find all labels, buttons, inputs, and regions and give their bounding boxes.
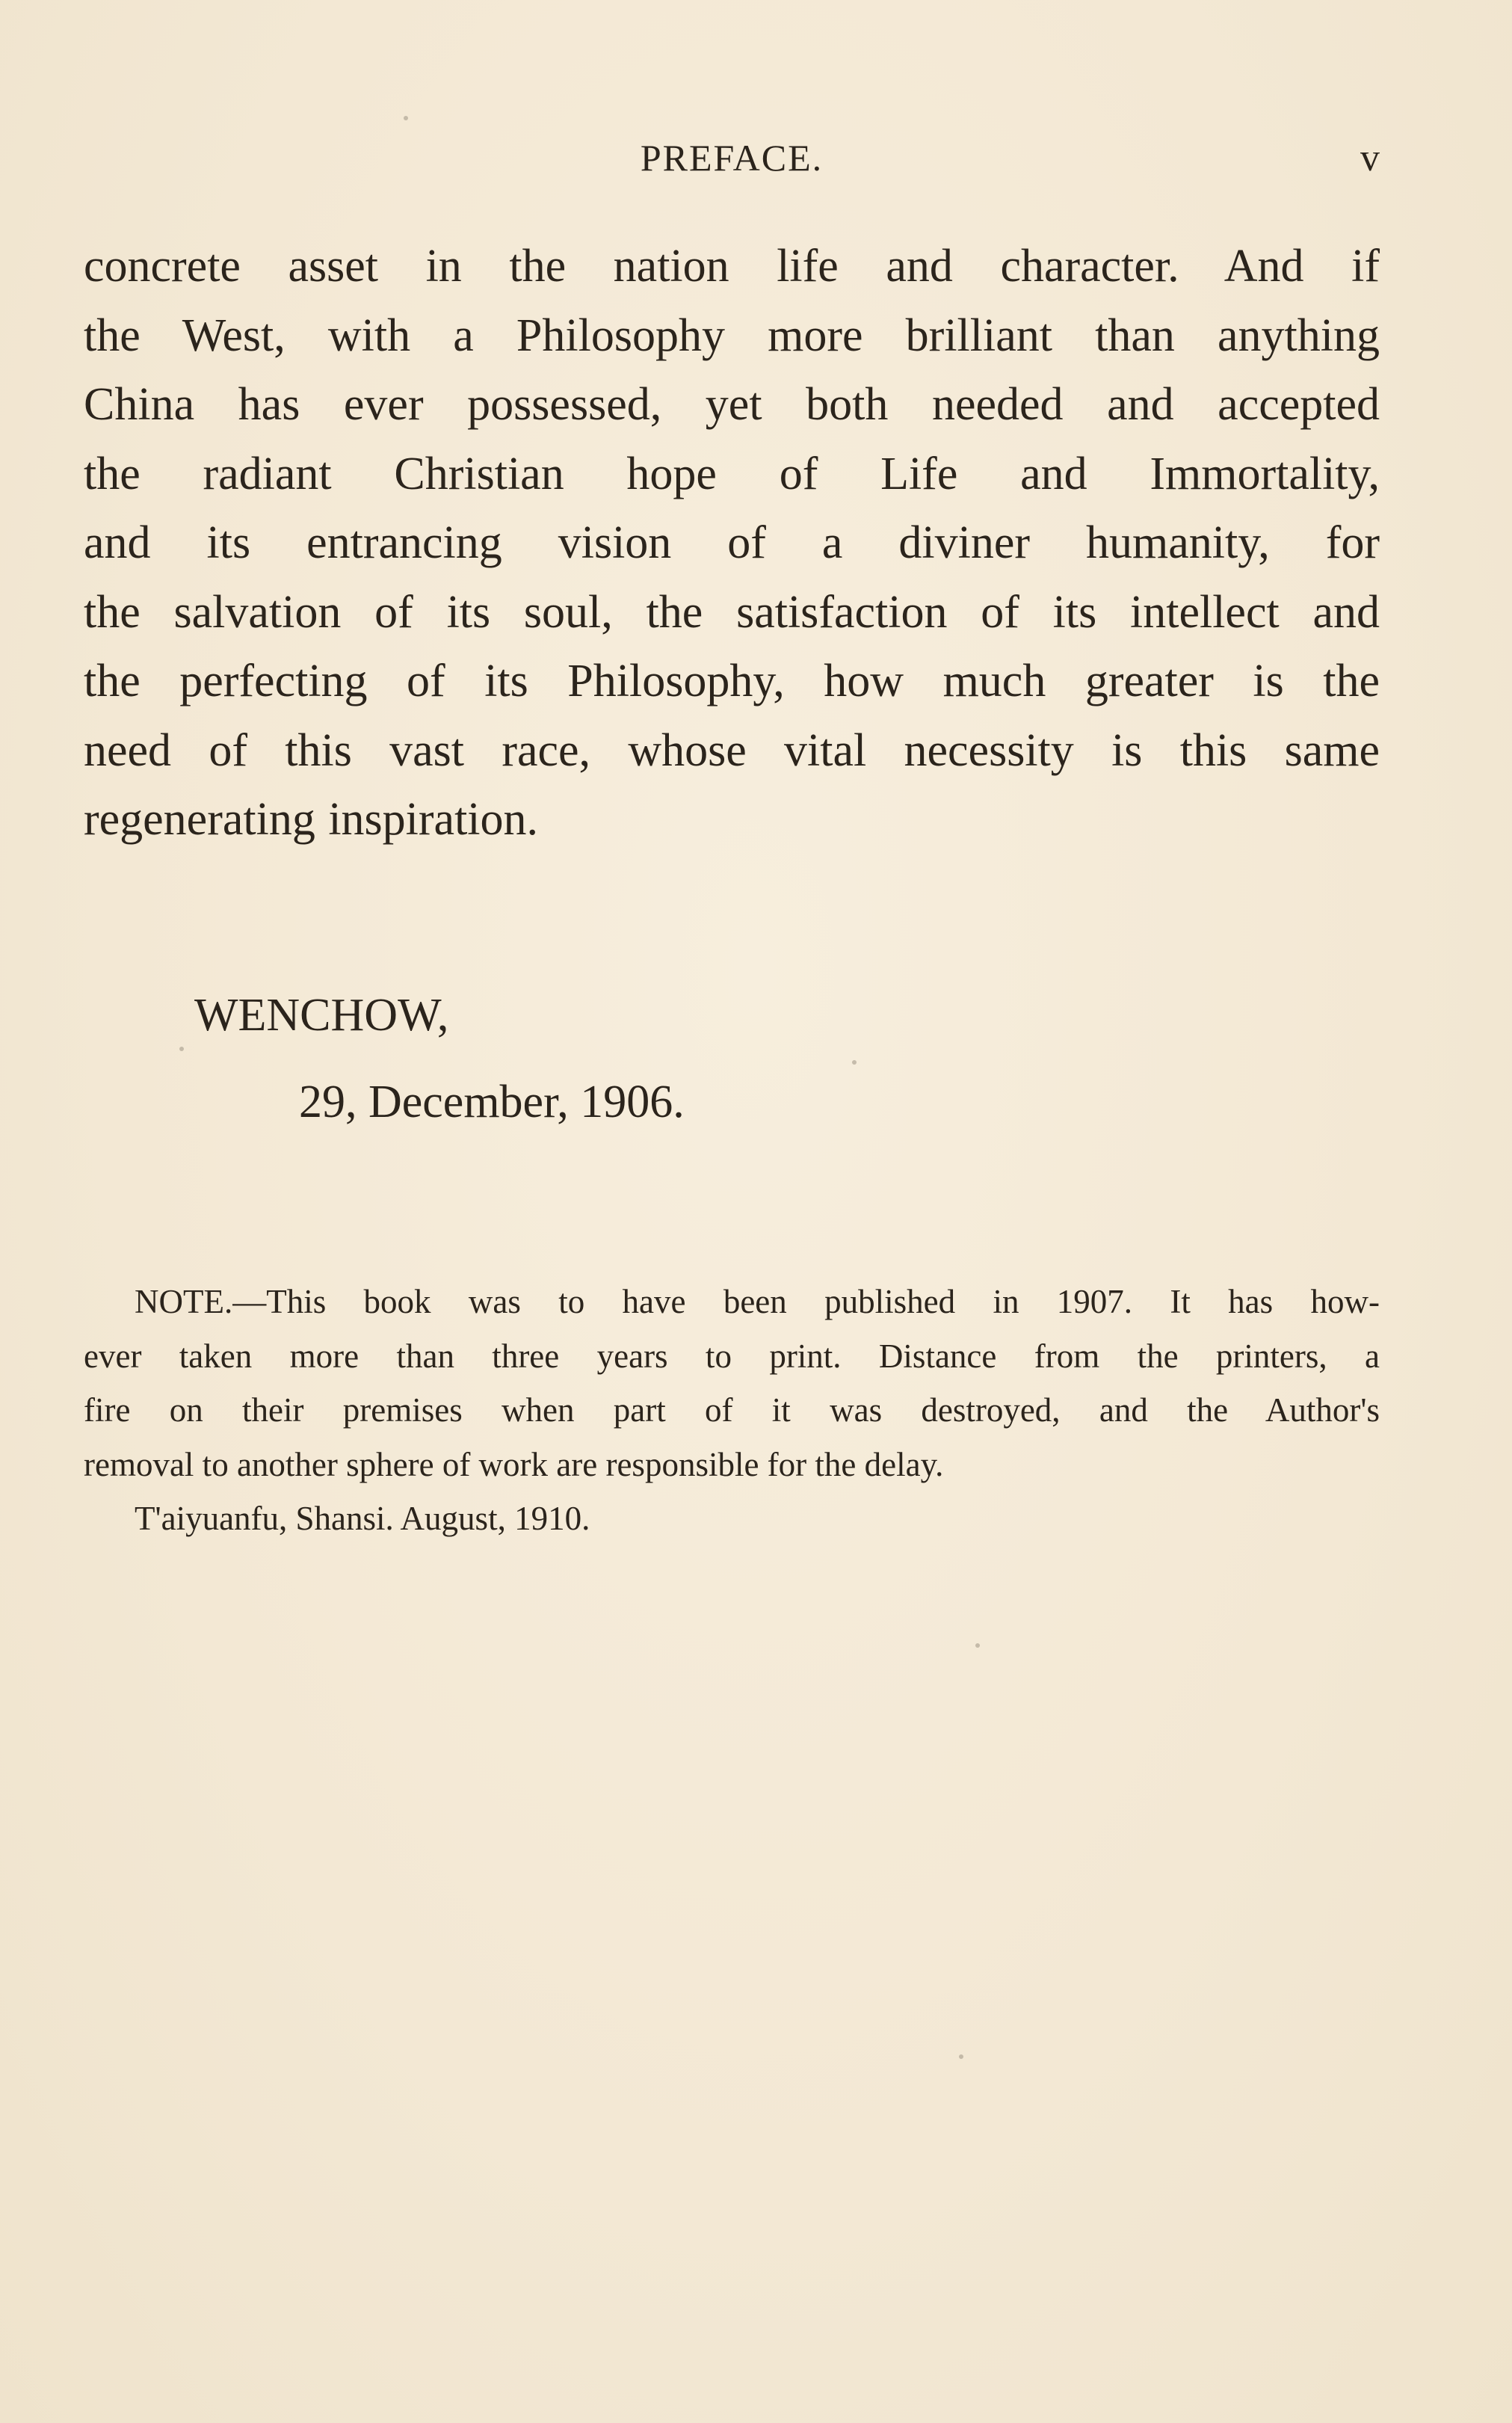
paper-speck xyxy=(179,1047,184,1051)
body-line: the perfecting of its Philosophy, how much greater is the xyxy=(84,656,1380,706)
body-line: concrete asset in the nation life and character. And if xyxy=(84,241,1380,292)
paper-speck xyxy=(404,116,408,120)
paper-speck xyxy=(975,1643,980,1648)
body-line: the West, with a Philosophy more brilliant than anything xyxy=(84,310,1380,361)
body-line: and its entrancing vision of a diviner humanity, for xyxy=(84,517,1380,568)
signature-block xyxy=(194,972,685,1145)
running-head xyxy=(84,136,1380,188)
signature-date: 29, December, 1906. xyxy=(299,1077,685,1127)
note-line: removal to another sphere of work are responsible for the delay. xyxy=(84,1445,944,1483)
body-line: need of this vast race, whose vital necessity is this same xyxy=(84,724,1380,776)
signature-place: WENCHOW, xyxy=(194,990,449,1041)
body-paragraph xyxy=(84,232,1380,855)
body-line: the salvation of its soul, the satisfaction of its intellect and xyxy=(84,586,1380,638)
body-line: the radiant Christian hope of Life and Immortality, xyxy=(84,448,1380,499)
note-line: ever taken more than three years to print. Distance from the printers, a xyxy=(84,1337,1380,1375)
body-line: China has ever possessed, yet both needed and accepted xyxy=(84,379,1380,430)
page-number: v xyxy=(1360,137,1380,179)
body-line: regenerating inspiration. xyxy=(84,794,539,845)
note-place-date: T'aiyuanfu, Shansi. August, 1910. xyxy=(135,1500,590,1537)
note-line: fire on their premises when part of it was destroyed, and the Author's xyxy=(84,1391,1380,1429)
running-head-title: PREFACE. xyxy=(640,137,824,179)
paper-speck xyxy=(959,2054,963,2059)
paper-speck xyxy=(852,1060,857,1065)
footnote xyxy=(84,1275,1380,1546)
note-line: NOTE.—This book was to have been published in 1907. It has how- xyxy=(135,1283,1380,1320)
